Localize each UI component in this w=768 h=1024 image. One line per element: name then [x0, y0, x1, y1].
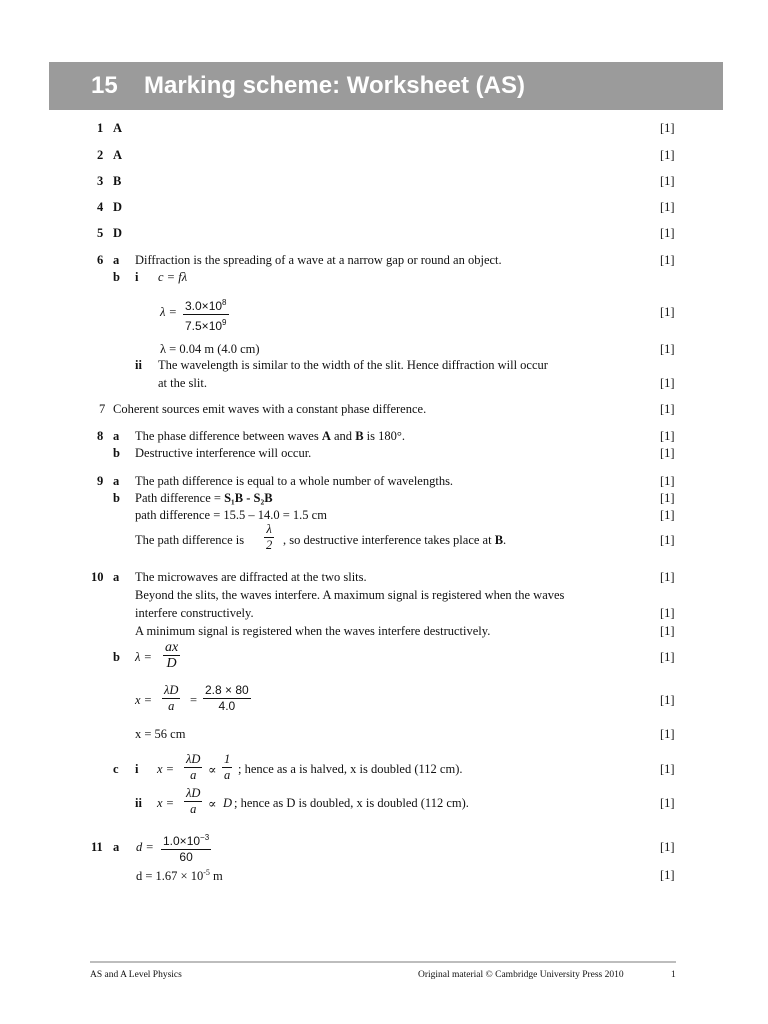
- q9b-mark-3: [1]: [660, 533, 675, 547]
- q10-part-c: c: [113, 762, 119, 776]
- q10a-mark-2: [1]: [660, 606, 675, 620]
- q6-frac-top: 3.0×10: [185, 299, 223, 313]
- q6-frac-bot: 7.5×10: [185, 319, 223, 333]
- q10cii-mark: [1]: [660, 796, 675, 810]
- q11-fraction: $\frac{1.0\times 10^{-3}}{60}$: [161, 830, 211, 865]
- q10ci-fraction: $\frac{\lambda D}{a}$: [186, 752, 201, 782]
- q6a-mark: [1]: [660, 253, 675, 267]
- q10b-x: x =: [135, 693, 153, 707]
- q10a-line4: A minimum signal is registered when the waves interfere destructively.: [135, 624, 491, 638]
- q9b-mark-2: [1]: [660, 508, 675, 522]
- q9-number: 9: [97, 474, 104, 488]
- q10-number: 10: [91, 570, 104, 584]
- q10cii-D: D: [223, 796, 233, 810]
- q10cii-text: ; hence as D is doubled, x is doubled (112 cm).: [234, 796, 469, 810]
- q10cii-x: x =: [157, 796, 175, 810]
- q6bii-line2: at the slit.: [158, 376, 207, 390]
- q8b-text: Destructive interference will occur.: [135, 446, 312, 460]
- q4-mark: [1]: [660, 200, 675, 214]
- q6-part-b-i: i: [135, 270, 139, 284]
- q6-number: 6: [97, 253, 104, 267]
- q11a-mark-1: [1]: [660, 840, 675, 854]
- q4-number: 4: [97, 200, 104, 214]
- footer-copyright: Original material © Cambridge University Press 2010: [418, 970, 624, 980]
- q9b-line3-post: , so destructive interference takes place at B.: [283, 533, 507, 547]
- q7-mark: [1]: [660, 402, 675, 416]
- q11-result: $d = 1.67 \times 10^{-5}$ m: [136, 868, 223, 884]
- q9a-mark: [1]: [660, 474, 675, 488]
- q8-part-a: a: [113, 429, 120, 443]
- page-title: Marking scheme: Worksheet (AS): [144, 72, 525, 99]
- q6-result: λ = 0.04 m (4.0 cm): [160, 342, 260, 356]
- q8a-mark: [1]: [660, 429, 675, 443]
- q10b-fraction-2: $\frac{\lambda D}{a}$: [164, 683, 179, 713]
- q9-part-b: b: [113, 491, 120, 505]
- footer-left: AS and A Level Physics: [90, 970, 182, 980]
- q6-fraction: [183, 295, 229, 334]
- q10ci-fraction-2: $\frac{1}{a}$: [224, 752, 231, 782]
- q9b-line2: path difference = 15.5 – 14.0 = 1.5 cm: [135, 508, 327, 522]
- footer-divider: [90, 961, 676, 963]
- q8b-mark: [1]: [660, 446, 675, 460]
- q6bii-mark: [1]: [660, 376, 675, 390]
- q1-mark: [1]: [660, 121, 675, 135]
- q6-frac-top-exp: 8: [222, 298, 227, 307]
- q9b-mark-1: [1]: [660, 491, 675, 505]
- q1-answer: A: [113, 121, 123, 135]
- q6a-text: Diffraction is the spreading of a wave at a narrow gap or round an object.: [135, 253, 502, 267]
- q6-part-a: a: [113, 253, 120, 267]
- q5-number: 5: [97, 226, 104, 240]
- q10a-mark-1: [1]: [660, 570, 675, 584]
- q9b-fraction: $\frac{\lambda}{2}$: [266, 522, 273, 552]
- q6bi-formula: c = fλ: [158, 270, 188, 284]
- q3-answer: B: [113, 174, 122, 188]
- q3-mark: [1]: [660, 174, 675, 188]
- q6bi-mark-1: [1]: [660, 305, 675, 319]
- q9b-line3-pre: The path difference is: [135, 533, 245, 547]
- q6-part-b-ii: ii: [135, 358, 142, 372]
- q2-answer: A: [113, 148, 123, 162]
- q9a-text: The path difference is equal to a whole number of wavelengths.: [135, 474, 454, 488]
- q10a-mark-3: [1]: [660, 624, 675, 638]
- q10-part-b: b: [113, 650, 120, 664]
- q10b-equals: =: [190, 693, 198, 707]
- q5-answer: D: [113, 226, 123, 240]
- q8-part-b: b: [113, 446, 120, 460]
- q2-number: 2: [97, 148, 104, 162]
- q10-part-a: a: [113, 570, 120, 584]
- q11-number: 11: [91, 840, 103, 854]
- q10ci-mark: [1]: [660, 762, 675, 776]
- q10b-fraction-1: $\frac{ax}{D}$: [165, 640, 179, 671]
- q4-answer: D: [113, 200, 123, 214]
- q10b-mark-2: [1]: [660, 693, 675, 707]
- q10-part-c-ii: ii: [135, 796, 142, 810]
- q6-frac-bot-exp: 9: [222, 318, 227, 327]
- q7-text: Coherent sources emit waves with a constant phase difference.: [113, 402, 427, 416]
- section-header: [49, 62, 723, 110]
- q2-mark: [1]: [660, 148, 675, 162]
- q11-d-eq: d =: [136, 840, 154, 854]
- q8a-text: The phase difference between waves A and B is 180°.: [135, 429, 405, 443]
- q8-number: 8: [97, 429, 104, 443]
- q6bi-mark-2: [1]: [660, 342, 675, 356]
- q11a-mark-2: [1]: [660, 868, 675, 882]
- q10ci-text: ; hence as a is halved, x is doubled (112 cm).: [238, 762, 463, 776]
- q10b-mark-1: [1]: [660, 650, 675, 664]
- q10ci-prop: ∝: [208, 763, 217, 777]
- q1-number: 1: [97, 121, 104, 135]
- q11-part-a: a: [113, 840, 120, 854]
- q6-part-b: b: [113, 270, 120, 284]
- q6-lambda-eq: λ =: [160, 305, 177, 319]
- q10b-mark-3: [1]: [660, 727, 675, 741]
- q5-mark: [1]: [660, 226, 675, 240]
- q3-number: 3: [97, 174, 104, 188]
- q10b-result: x = 56 cm: [135, 727, 186, 741]
- q10a-line1: The microwaves are diffracted at the two slits.: [135, 570, 367, 584]
- page-number: 1: [671, 970, 676, 980]
- q10cii-prop: ∝: [208, 797, 217, 811]
- q10b-fraction-3: $\frac{2.8 \times 80}{4.0}$: [205, 683, 249, 713]
- q10b-lambda: λ =: [135, 650, 152, 664]
- q9b-line1: Path difference = S₁B - S₂B: [135, 491, 273, 505]
- q10cii-fraction: $\frac{\lambda D}{a}$: [186, 786, 201, 816]
- q10a-line3: interfere constructively.: [135, 606, 254, 620]
- q10-part-c-i: i: [135, 762, 139, 776]
- section-number: 15: [91, 72, 118, 99]
- q7-number: 7: [99, 402, 106, 416]
- q10a-line2: Beyond the slits, the waves interfere. A maximum signal is registered when the waves: [135, 588, 565, 602]
- q9-part-a: a: [113, 474, 120, 488]
- q6bii-line1: The wavelength is similar to the width of the slit. Hence diffraction will occur: [158, 358, 548, 372]
- q10ci-x: x =: [157, 762, 175, 776]
